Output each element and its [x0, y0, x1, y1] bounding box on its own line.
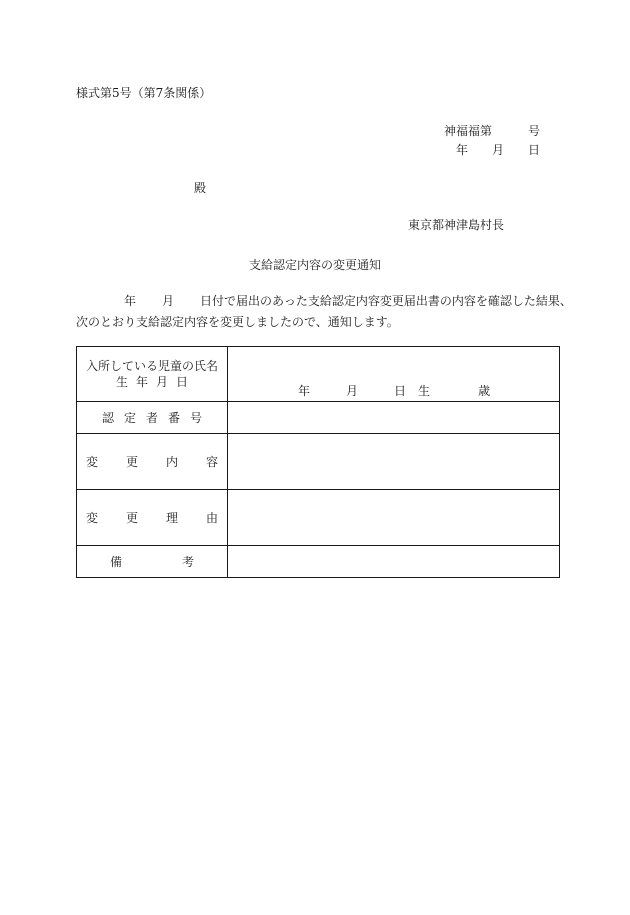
table-row-change-content [77, 434, 560, 490]
table-row-remarks [77, 546, 560, 578]
birth-date-fields [298, 384, 490, 398]
table-row-change-reason [77, 490, 560, 546]
label-char: 理 [166, 511, 179, 525]
birthdate-label-char: 年 [135, 375, 148, 389]
addressee: 殿 [194, 181, 207, 195]
birth-day-label: 日 [394, 384, 407, 398]
body-month: 月 [162, 294, 175, 308]
issue-date [456, 141, 540, 158]
birthdate-label-char: 生 [115, 375, 128, 389]
change-content-value-cell[interactable] [228, 434, 560, 490]
change-content-label [77, 434, 228, 490]
table-row-certification [77, 402, 560, 434]
birth-year-label: 年 [298, 384, 311, 398]
issue-date-year: 年 [456, 143, 469, 157]
issue-date-month: 月 [492, 143, 505, 157]
label-char: 番 [168, 411, 181, 425]
body-text-line-2: 次のとおり支給認定内容を変更しましたので、通知します。 [76, 315, 399, 329]
document-number [444, 122, 540, 139]
label-char: 変 [85, 455, 98, 469]
birthdate-label [77, 374, 227, 390]
label-char: 変 [85, 511, 98, 525]
label-char: 由 [206, 511, 219, 525]
label-char: 考 [182, 555, 195, 569]
label-char: 内 [166, 455, 179, 469]
change-reason-value-cell[interactable] [228, 490, 560, 546]
label-char: 更 [125, 511, 138, 525]
remarks-label [77, 546, 228, 578]
issue-date-day: 日 [528, 143, 541, 157]
child-name-label: 入所している児童の氏名 [85, 359, 218, 373]
document-title: 支給認定内容の変更通知 [248, 258, 381, 272]
label-char: 認 [101, 411, 114, 425]
birth-born-label: 生 [418, 384, 431, 398]
form-number: 様式第5号（第7条関係） [76, 86, 212, 100]
issuer: 東京都神津島村長 [408, 218, 505, 232]
label-char: 更 [125, 455, 138, 469]
birthdate-label-char: 月 [156, 375, 169, 389]
birth-value [228, 347, 559, 401]
body-year: 年 [124, 294, 137, 308]
table-row-name [77, 347, 560, 402]
birth-month-label: 月 [346, 384, 359, 398]
label-char: 者 [145, 411, 158, 425]
cert-number-value-cell[interactable] [228, 402, 560, 434]
remarks-value-cell[interactable] [228, 546, 560, 578]
name-birth-value-cell[interactable] [228, 347, 560, 402]
name-birth-label-cell [77, 347, 228, 402]
doc-number-suffix: 号 [528, 124, 541, 138]
label-char: 定 [123, 411, 136, 425]
cert-number-label [77, 402, 228, 434]
label-char: 備 [109, 555, 122, 569]
birthdate-label-char: 日 [176, 375, 189, 389]
doc-number-prefix: 神福福第 [444, 124, 493, 138]
label-char: 号 [190, 411, 203, 425]
age-label: 歳 [478, 384, 491, 398]
body-line1-rest: 日付で届出のあった支給認定内容変更届出書の内容を確認した結果、 [200, 294, 572, 308]
info-table [76, 346, 560, 578]
body-text-line-1 [124, 292, 572, 309]
change-reason-label [77, 490, 228, 546]
label-char: 容 [206, 455, 219, 469]
